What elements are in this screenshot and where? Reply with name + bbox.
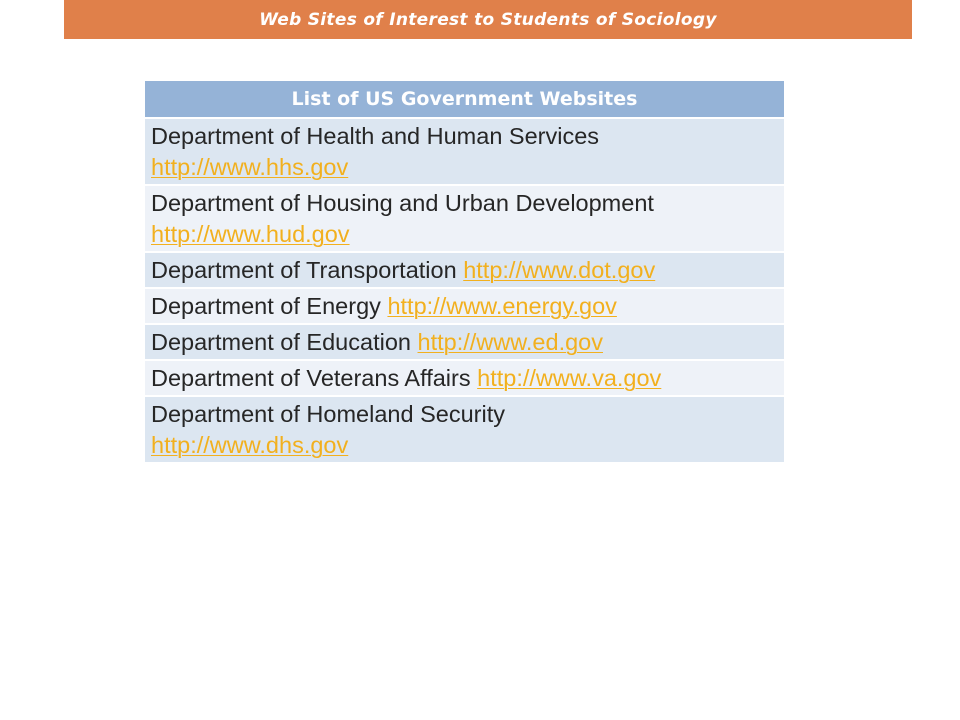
- department-name: Department of Transportation: [151, 257, 457, 283]
- table-header: List of US Government Websites: [145, 81, 784, 119]
- table-row: [145, 186, 784, 253]
- department-link[interactable]: http://www.va.gov: [477, 365, 662, 391]
- department-link[interactable]: http://www.hhs.gov: [151, 154, 349, 180]
- department-link[interactable]: http://www.ed.gov: [417, 329, 603, 355]
- department-name: Department of Homeland Security: [151, 401, 505, 427]
- department-name: Department of Veterans Affairs: [151, 365, 471, 391]
- government-websites-table: [145, 81, 784, 464]
- department-name: Department of Energy: [151, 293, 381, 319]
- table-row: [145, 119, 784, 186]
- department-name: Department of Education: [151, 329, 411, 355]
- table-row: [145, 361, 784, 397]
- table-row: [145, 397, 784, 464]
- department-link[interactable]: http://www.dot.gov: [463, 257, 656, 283]
- slide-title-bar: [64, 0, 912, 39]
- department-link[interactable]: http://www.dhs.gov: [151, 432, 349, 458]
- department-link[interactable]: http://www.hud.gov: [151, 221, 350, 247]
- table-row: [145, 289, 784, 325]
- table-row: [145, 253, 784, 289]
- department-link[interactable]: http://www.energy.gov: [387, 293, 617, 319]
- slide-title: Web Sites of Interest to Students of Sociology: [259, 9, 717, 30]
- department-name: Department of Health and Human Services: [151, 123, 600, 149]
- table-row: [145, 325, 784, 361]
- department-name: Department of Housing and Urban Development: [151, 190, 654, 216]
